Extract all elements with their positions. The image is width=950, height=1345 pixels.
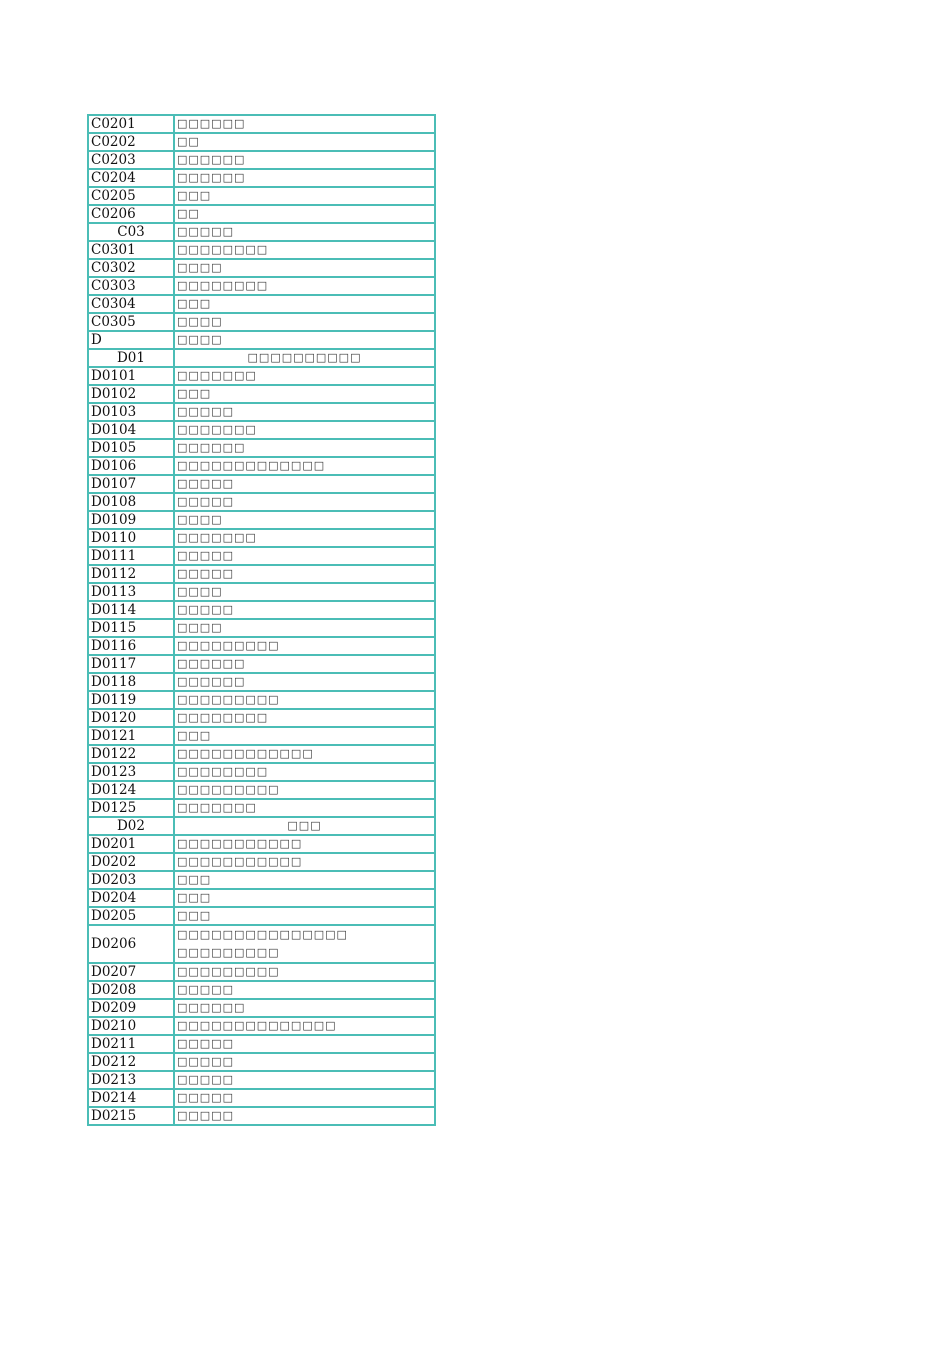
table-row <box>88 1089 435 1107</box>
table-row <box>88 673 435 691</box>
table-row <box>88 439 435 457</box>
table-row <box>88 1035 435 1053</box>
code-cell[interactable]: D0118 <box>88 673 174 691</box>
name-cell[interactable]: □□□□ <box>174 619 435 637</box>
name-cell[interactable]: □□□□□□ <box>174 655 435 673</box>
name-cell[interactable]: □□□□ <box>174 331 435 349</box>
name-cell[interactable]: □□□□□ <box>174 565 435 583</box>
name-cell[interactable]: □□□ <box>174 889 435 907</box>
name-cell[interactable]: □□□□□□□□□□□ <box>174 835 435 853</box>
name-cell[interactable]: □□□□□□□□□□□□□□ <box>174 1017 435 1035</box>
code-cell[interactable]: D0211 <box>88 1035 174 1053</box>
code-cell[interactable]: D0105 <box>88 439 174 457</box>
code-cell[interactable]: C0201 <box>88 115 174 133</box>
table-row <box>88 799 435 817</box>
code-cell[interactable]: C0305 <box>88 313 174 331</box>
name-cell[interactable]: □□□□□□ <box>174 115 435 133</box>
table-row <box>88 313 435 331</box>
code-cell[interactable]: C0302 <box>88 259 174 277</box>
code-cell[interactable]: C0202 <box>88 133 174 151</box>
name-cell[interactable]: □□□□□□□□□□□ <box>174 853 435 871</box>
table-row <box>88 999 435 1017</box>
code-cell[interactable]: D0208 <box>88 981 174 999</box>
name-cell[interactable]: □□□□□ <box>174 601 435 619</box>
table-row <box>88 493 435 511</box>
code-cell[interactable]: D0124 <box>88 781 174 799</box>
table-row <box>88 169 435 187</box>
table-row <box>88 529 435 547</box>
name-cell[interactable]: □□□□□□□□□□ <box>174 349 435 367</box>
code-cell[interactable]: D0107 <box>88 475 174 493</box>
name-cell[interactable]: □□□□□ <box>174 1035 435 1053</box>
code-cell[interactable]: D0212 <box>88 1053 174 1071</box>
code-cell[interactable]: C0303 <box>88 277 174 295</box>
table-row <box>88 889 435 907</box>
table-row <box>88 619 435 637</box>
name-cell[interactable]: □□□□□ <box>174 493 435 511</box>
table-row <box>88 981 435 999</box>
table-row <box>88 475 435 493</box>
name-cell[interactable]: □□□□ <box>174 259 435 277</box>
name-cell[interactable]: □□ <box>174 205 435 223</box>
table-row <box>88 385 435 403</box>
code-cell[interactable]: D0206 <box>88 925 174 963</box>
name-cell[interactable]: □□□□□□□□□ <box>174 691 435 709</box>
code-cell[interactable]: D0101 <box>88 367 174 385</box>
name-cell[interactable]: □□□□□□ <box>174 673 435 691</box>
code-cell[interactable]: C03 <box>88 223 174 241</box>
name-cell[interactable]: □□□ <box>174 727 435 745</box>
code-cell[interactable]: D0203 <box>88 871 174 889</box>
name-cell[interactable]: □□□□□□ <box>174 999 435 1017</box>
table-row <box>88 115 435 133</box>
table-row <box>88 709 435 727</box>
code-cell[interactable]: C0204 <box>88 169 174 187</box>
code-cell[interactable]: D0111 <box>88 547 174 565</box>
code-cell[interactable]: C0203 <box>88 151 174 169</box>
name-cell[interactable]: □□□□□□□□ <box>174 277 435 295</box>
name-cell[interactable]: □□□□□ <box>174 403 435 421</box>
name-cell[interactable]: □□□□□ <box>174 475 435 493</box>
table-row <box>88 691 435 709</box>
name-cell[interactable]: □□□□□□□□□ <box>174 637 435 655</box>
code-cell[interactable]: D0112 <box>88 565 174 583</box>
code-cell[interactable]: D0213 <box>88 1071 174 1089</box>
table-row <box>88 223 435 241</box>
code-cell[interactable]: D0108 <box>88 493 174 511</box>
table-row <box>88 421 435 439</box>
code-cell[interactable]: D0106 <box>88 457 174 475</box>
code-table-body <box>88 115 435 1125</box>
name-cell[interactable]: □□□□□ <box>174 1089 435 1107</box>
name-cell[interactable]: □□□□□ <box>174 1053 435 1071</box>
name-cell[interactable]: □□□ <box>174 817 435 835</box>
table-row <box>88 853 435 871</box>
table-row <box>88 133 435 151</box>
name-cell[interactable]: □□□□□□□□□ <box>174 781 435 799</box>
code-cell[interactable]: D0210 <box>88 1017 174 1035</box>
code-cell[interactable]: D0115 <box>88 619 174 637</box>
name-cell[interactable]: □□□□□□□ <box>174 367 435 385</box>
name-cell[interactable]: □□□□□ <box>174 1071 435 1089</box>
table-row <box>88 835 435 853</box>
code-cell[interactable]: D0122 <box>88 745 174 763</box>
name-cell[interactable]: □□□ <box>174 295 435 313</box>
table-row <box>88 601 435 619</box>
code-cell[interactable]: D0113 <box>88 583 174 601</box>
code-cell[interactable]: C0301 <box>88 241 174 259</box>
code-cell[interactable]: D0204 <box>88 889 174 907</box>
code-cell[interactable]: D0125 <box>88 799 174 817</box>
table-row <box>88 1107 435 1125</box>
table-row <box>88 151 435 169</box>
table-row <box>88 871 435 889</box>
table-row <box>88 565 435 583</box>
code-cell[interactable]: D0121 <box>88 727 174 745</box>
table-row <box>88 547 435 565</box>
name-cell[interactable]: □□□□□□□□ <box>174 241 435 259</box>
code-cell[interactable]: D0116 <box>88 637 174 655</box>
code-cell[interactable]: C0304 <box>88 295 174 313</box>
table-row <box>88 457 435 475</box>
name-cell[interactable]: □□□□□□□ <box>174 529 435 547</box>
table-row <box>88 963 435 981</box>
code-cell[interactable]: D0102 <box>88 385 174 403</box>
name-cell[interactable]: □□□□□□□□□□□□□□□ □□□□□□□□□ <box>174 925 435 963</box>
table-row <box>88 763 435 781</box>
name-cell[interactable]: □□□ <box>174 907 435 925</box>
table-row <box>88 745 435 763</box>
name-cell[interactable]: □□□□□ <box>174 223 435 241</box>
name-cell[interactable]: □□□□□□ <box>174 439 435 457</box>
code-cell[interactable]: D0120 <box>88 709 174 727</box>
name-cell[interactable]: □□□□□□ <box>174 169 435 187</box>
name-cell[interactable]: □□□□ <box>174 583 435 601</box>
code-cell[interactable]: D0201 <box>88 835 174 853</box>
code-cell[interactable]: D0114 <box>88 601 174 619</box>
code-cell[interactable]: D01 <box>88 349 174 367</box>
table-row <box>88 637 435 655</box>
code-cell[interactable]: D0110 <box>88 529 174 547</box>
name-cell[interactable]: □□□□□□□ <box>174 799 435 817</box>
name-cell[interactable]: □□□□□□□ <box>174 421 435 439</box>
table-row <box>88 1071 435 1089</box>
table-row <box>88 907 435 925</box>
table-row <box>88 277 435 295</box>
table-row <box>88 583 435 601</box>
table-row <box>88 781 435 799</box>
name-cell[interactable]: □□□□□□ <box>174 151 435 169</box>
code-cell[interactable]: D0109 <box>88 511 174 529</box>
table-row <box>88 1017 435 1035</box>
name-cell[interactable]: □□□ <box>174 187 435 205</box>
code-cell[interactable]: C0205 <box>88 187 174 205</box>
table-row <box>88 511 435 529</box>
name-cell[interactable]: □□□□□ <box>174 547 435 565</box>
name-cell[interactable]: □□□□□ <box>174 1107 435 1125</box>
code-cell[interactable]: D02 <box>88 817 174 835</box>
code-cell[interactable]: D0215 <box>88 1107 174 1125</box>
table-row <box>88 259 435 277</box>
table-row <box>88 925 435 963</box>
table-row <box>88 295 435 313</box>
name-cell[interactable]: □□□□□□□□□ <box>174 963 435 981</box>
code-cell[interactable]: D0123 <box>88 763 174 781</box>
code-cell[interactable]: D0119 <box>88 691 174 709</box>
name-cell[interactable]: □□□ <box>174 871 435 889</box>
name-cell[interactable]: □□□□ <box>174 313 435 331</box>
code-cell[interactable]: D0209 <box>88 999 174 1017</box>
table-row <box>88 349 435 367</box>
code-cell[interactable]: D0104 <box>88 421 174 439</box>
code-cell[interactable]: D0103 <box>88 403 174 421</box>
table-row <box>88 187 435 205</box>
table-row <box>88 241 435 259</box>
name-cell[interactable]: □□□□□□□□ <box>174 709 435 727</box>
table-row <box>88 367 435 385</box>
name-cell[interactable]: □□□□□□□□□□□□□ <box>174 457 435 475</box>
name-cell[interactable]: □□□□□□□□ <box>174 763 435 781</box>
name-cell[interactable]: □□□ <box>174 385 435 403</box>
code-cell[interactable]: D <box>88 331 174 349</box>
table-row <box>88 655 435 673</box>
name-cell[interactable]: □□□□□ <box>174 981 435 999</box>
table-row <box>88 331 435 349</box>
name-cell[interactable]: □□ <box>174 133 435 151</box>
code-cell[interactable]: C0206 <box>88 205 174 223</box>
table-row <box>88 1053 435 1071</box>
table-row <box>88 817 435 835</box>
name-cell[interactable]: □□□□ <box>174 511 435 529</box>
name-cell[interactable]: □□□□□□□□□□□□ <box>174 745 435 763</box>
code-cell[interactable]: D0117 <box>88 655 174 673</box>
code-cell[interactable]: D0202 <box>88 853 174 871</box>
code-cell[interactable]: D0214 <box>88 1089 174 1107</box>
code-cell[interactable]: D0207 <box>88 963 174 981</box>
code-cell[interactable]: D0205 <box>88 907 174 925</box>
code-table <box>87 114 436 1126</box>
table-row <box>88 727 435 745</box>
table-row <box>88 205 435 223</box>
table-row <box>88 403 435 421</box>
